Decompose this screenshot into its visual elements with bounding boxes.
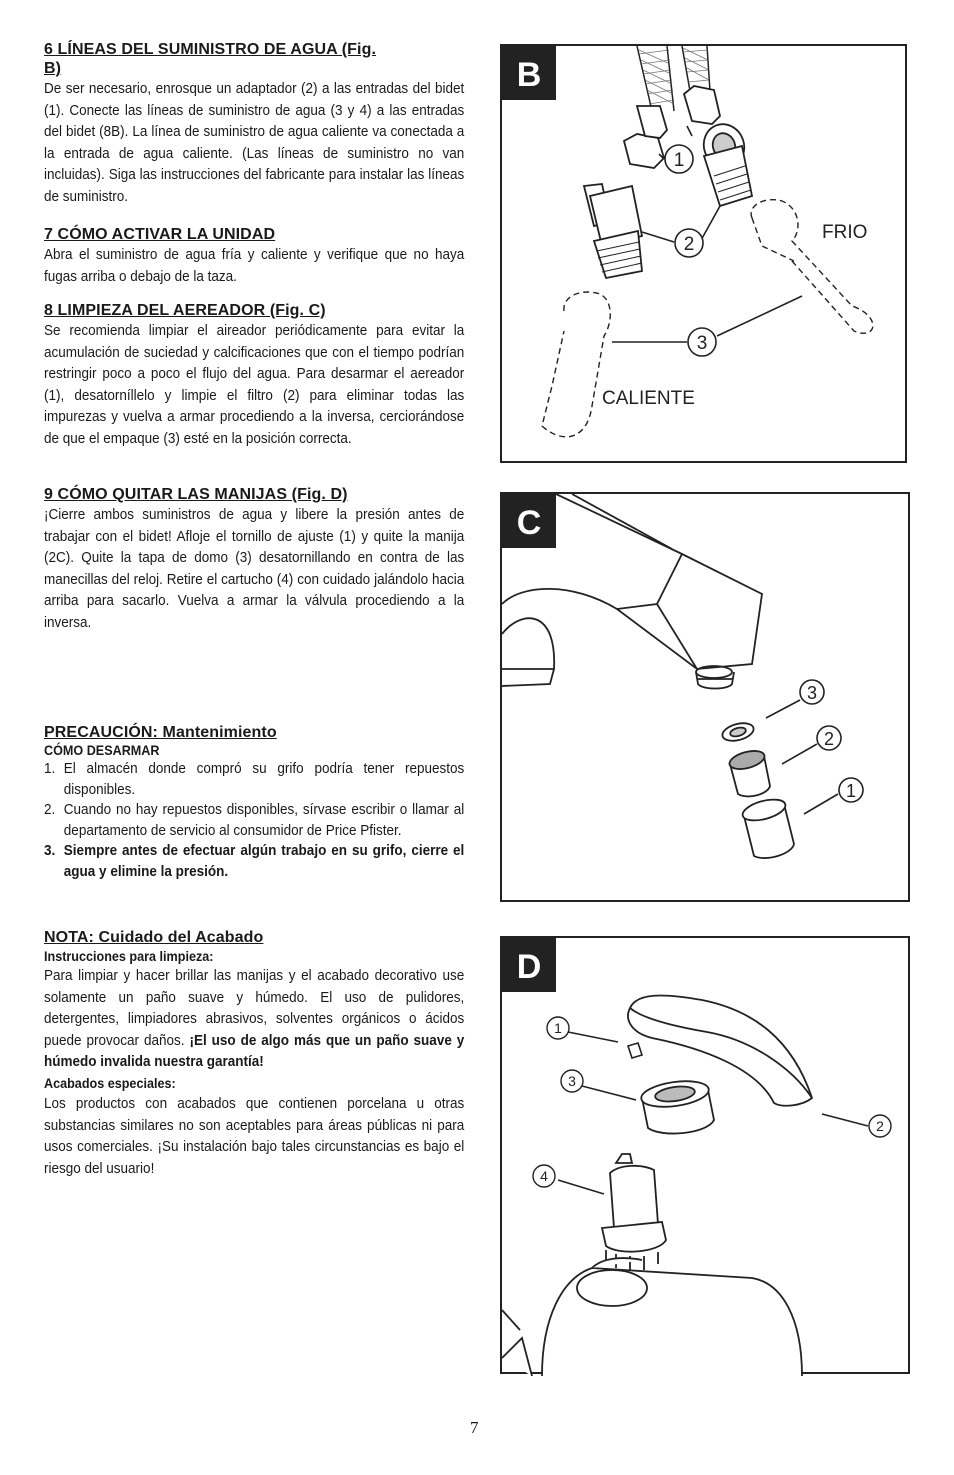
section-9-body: ¡Cierre ambos suministros de agua y libere la presión antes de trabajar con el bidet! Afloje el tornillo de ajuste (1) y quite la manija (2C). Quite la tapa de domo (3) desatornillando en contra de las manecillas del reloj. Retire el cartucho (4) con cuidado jalándolo hacia arriba para sacarlo. Vuelva a armar la válvula procediendo a la inversa. — [44, 506, 465, 631]
figure-b-caliente-label: CALIENTE — [602, 388, 695, 409]
nota-section — [44, 928, 464, 1179]
nota-sub-acabados: Acabados especiales: — [44, 1074, 176, 1091]
figure-c-callout-3: 3 — [806, 683, 818, 703]
section-6 — [44, 40, 464, 208]
figure-c-label: C — [516, 504, 542, 542]
precaucion-title: PRECAUCIÓN: Mantenimiento — [44, 724, 277, 741]
precaucion-subtitle: CÓMO DESARMAR — [44, 742, 160, 758]
section-8-title: 8 LIMPIEZA DEL AEREADOR (Fig. C) — [44, 302, 326, 319]
figure-d-callout-4: 4 — [540, 1168, 548, 1184]
section-8 — [44, 301, 464, 450]
figure-b — [500, 44, 907, 463]
nota-sub-instrucciones: Instrucciones para limpieza: — [44, 948, 214, 964]
nota-body-2: Los productos con acabados que contienen porcelana u otras substancias similares no son aceptables para áreas públicas ni para usos comerciales. ¡Su instalación bajo tales circunstancias es bajo el riesgo del usuario! — [44, 1094, 465, 1177]
figure-b-frio-label: FRIO — [822, 222, 868, 243]
section-7-body: Abra el suministro de agua fría y caliente y verifique que no haya fugas arriba o debajo de la taza. — [44, 246, 465, 285]
figure-c-callout-2: 2 — [823, 729, 835, 749]
figure-c — [500, 492, 910, 902]
list-item: 3. Siempre antes de efectuar algún trabajo en su grifo, cierre el agua y elimine la presión. — [44, 842, 465, 880]
list-item: 2. Cuando no hay repuestos disponibles, sírvase escribir o llamar al departamento de servicio al consumidor de Price Pfister. — [44, 801, 465, 839]
precaucion-section — [44, 723, 464, 882]
figure-d-callout-3: 3 — [568, 1073, 576, 1089]
figure-b-callout-2: 2 — [683, 234, 695, 255]
section-6-title: 6 LÍNEAS DEL SUMINISTRO DE AGUA (Fig. B) — [44, 41, 377, 77]
figure-d-callout-2: 2 — [876, 1118, 884, 1134]
section-7-title: 7 CÓMO ACTIVAR LA UNIDAD — [44, 226, 276, 243]
section-6-body: De ser necesario, enrosque un adaptador (2) a las entradas del bidet (1). Conecte las líneas de suministro de agua (3 y 4) a las entradas del bidet (8B). La línea de suministro de agua caliente va conectada a la entrada de agua caliente. (Las líneas de suministro no van incluidas). Siga las instrucciones del fabricante para instalar las líneas de suministro. — [44, 80, 465, 205]
list-item: 1. El almacén donde compró su grifo podría tener repuestos disponibles. — [44, 760, 465, 798]
figure-d-drawing — [502, 938, 912, 1376]
figure-d — [500, 936, 910, 1374]
section-9-title: 9 CÓMO QUITAR LAS MANIJAS (Fig. D) — [44, 486, 348, 503]
figure-b-drawing — [502, 46, 909, 465]
figure-b-callout-1: 1 — [673, 150, 685, 171]
page-number: 7 — [470, 1418, 479, 1437]
figure-d-label: D — [516, 948, 542, 986]
figure-c-drawing — [502, 494, 912, 904]
figure-b-callout-3: 3 — [696, 333, 708, 354]
nota-body-1: Para limpiar y hacer brillar las manijas y el acabado decorativo use solamente un paño suave y húmedo. El uso de pulidores, detergentes, limpiadores abrasivos, solventes orgánicos o ácidos puede provocar daños. ¡El uso de algo más que un paño suave y húmedo invalida nuestra garantía! — [44, 967, 465, 1071]
section-9 — [44, 485, 464, 634]
precaucion-list — [44, 759, 464, 882]
figure-c-callout-1: 1 — [845, 781, 857, 801]
figure-b-label: B — [516, 56, 542, 94]
nota-title: NOTA: Cuidado del Acabado — [44, 929, 264, 946]
section-7 — [44, 225, 464, 287]
figure-d-callout-1: 1 — [554, 1020, 562, 1036]
section-8-body: Se recomienda limpiar el aireador periódicamente para evitar la acumulación de suciedad y calcificaciones que con el tiempo podrían restringir poco a poco el flujo del agua. Para desarmar el aereador (1), desatorníllelo y limpie el filtro (2) para eliminar todas las impurezas y vuelva a armar procediendo a la inversa, cerciorándose de que el empaque (3) esté en la posición correcta. — [44, 322, 465, 447]
